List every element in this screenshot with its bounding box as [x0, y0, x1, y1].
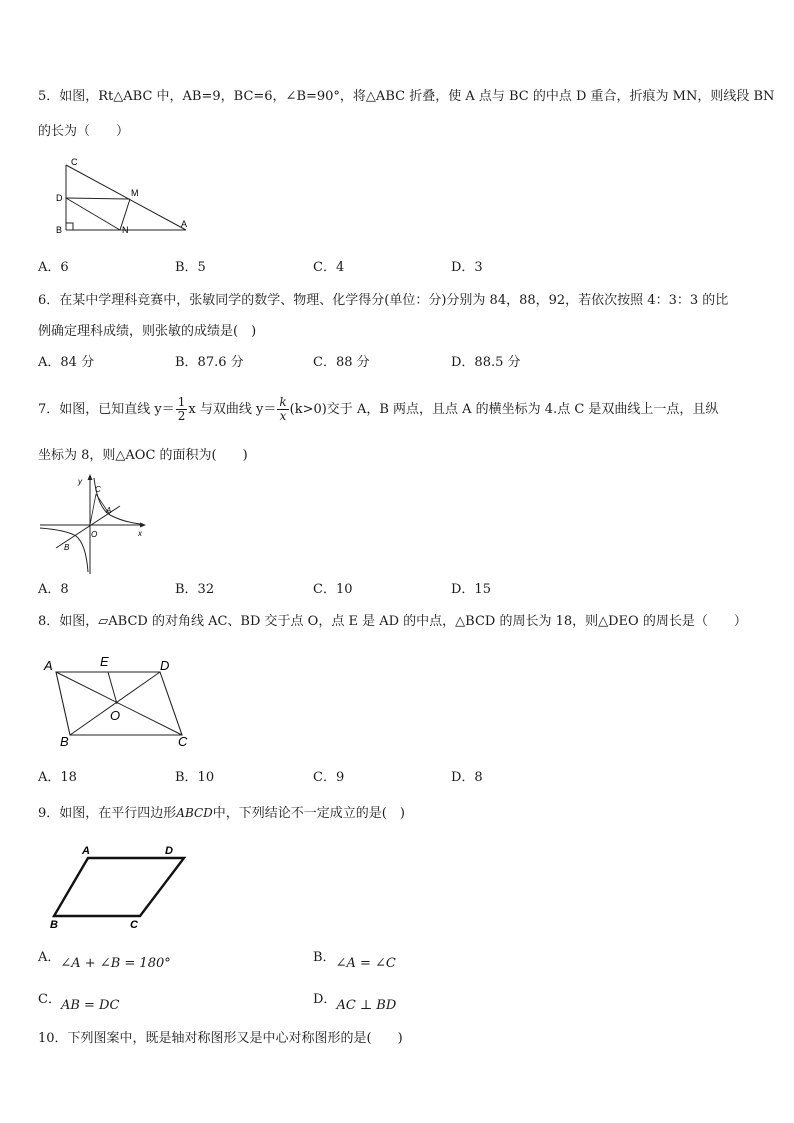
q8-label-o: O: [110, 708, 121, 723]
q5-label-a: A: [181, 219, 188, 229]
q8-diagonal-bd: [70, 672, 160, 735]
q7-stem-part2: x 与双曲线 y＝: [188, 402, 277, 417]
q6-option-b[interactable]: B．87.6 分: [175, 355, 244, 370]
q8-label-c: C: [178, 734, 188, 749]
q7-fraction-half-num: 1: [177, 395, 186, 409]
q7-segment-oc: [90, 494, 96, 525]
q9-figure: [44, 840, 194, 932]
q9-option-c[interactable]: [38, 990, 120, 1013]
q5-stem-line2: 的长为（ ）: [38, 124, 130, 139]
q5-right-angle-mark: [66, 223, 73, 230]
q9-parallelogram: [54, 858, 184, 916]
q7-option-a[interactable]: A．8: [38, 582, 69, 597]
q7-stem-line2: 坐标为 8，则△AOC 的面积为( ): [38, 448, 248, 463]
q9-option-a[interactable]: [38, 948, 171, 971]
q5-label-b: B: [56, 225, 63, 235]
q5-segment-dn: [66, 198, 120, 230]
q7-fraction-half-den: 2: [177, 409, 186, 423]
q7-stem-line1: [38, 392, 718, 428]
q5-figure: [50, 155, 200, 240]
q7-stem-part1: 7．如图，已知直线 y＝: [38, 402, 175, 417]
q9-option-b-math: ∠A = ∠C: [335, 956, 396, 971]
q7-fraction-half: [176, 396, 188, 423]
q7-fraction-k-over-x: [277, 396, 288, 423]
q9-option-d[interactable]: [313, 990, 397, 1013]
q9-label-c: C: [130, 919, 138, 931]
q8-label-b: B: [60, 734, 69, 749]
q6-option-d[interactable]: D．88.5 分: [451, 355, 521, 370]
q7-label-b: B: [64, 543, 70, 552]
q7-stem-part3: (k>0)交于 A，B 两点，且点 A 的横坐标为 4.点 C 是双曲线上一点，且纵: [289, 402, 719, 417]
q8-stem-line1: 8．如图，▱ABCD 的对角线 AC、BD 交于点 O，点 E 是 AD 的中点，△BCD 的周长为 18，则△DEO 的周长是（ ）: [38, 614, 747, 629]
q9-label-b: B: [50, 919, 58, 931]
q9-stem-line1: [38, 803, 405, 824]
q5-stem-line1: 5．如图，Rt△ABC 中，AB=9，BC=6，∠B=90°，将△ABC 折叠，使 A 点与 BC 的中点 D 重合，折痕为 MN，则线段 BN: [38, 89, 775, 104]
q8-option-d[interactable]: D．8: [451, 770, 483, 785]
q7-label-x: x: [138, 529, 142, 538]
q9-stem-abcd: ABCD: [176, 806, 213, 820]
q9-option-d-letter: D．: [313, 992, 337, 1007]
q5-option-b[interactable]: B．5: [175, 260, 206, 275]
q5-segment-ca: [66, 165, 186, 230]
q9-label-a: A: [82, 845, 90, 857]
q7-x-axis-arrow: [140, 523, 146, 528]
q8-option-c[interactable]: C．9: [313, 770, 345, 785]
q5-label-d: D: [56, 193, 63, 203]
q7-label-y: y: [78, 477, 82, 486]
q9-stem-part1: 9．如图，在平行四边形: [38, 806, 177, 821]
q9-option-a-letter: A．: [38, 950, 61, 965]
q7-label-a: A: [106, 506, 112, 515]
q5-segment-dm: [66, 198, 130, 199]
q8-option-b[interactable]: B．10: [175, 770, 215, 785]
q7-fraction-x: x: [279, 409, 287, 423]
q6-option-a[interactable]: A．84 分: [38, 355, 95, 370]
q5-label-c: C: [71, 157, 78, 167]
q9-option-c-letter: C．: [38, 992, 61, 1007]
q9-stem-part3: 中，下列结论不一定成立的是( ): [212, 806, 405, 821]
q7-label-o: O: [91, 530, 98, 539]
q5-label-m: M: [131, 188, 139, 198]
q5-option-d[interactable]: D．3: [451, 260, 483, 275]
q9-label-d: D: [165, 845, 173, 857]
q5-option-a[interactable]: A．6: [38, 260, 69, 275]
q7-fraction-k: k: [279, 395, 287, 409]
q9-option-b[interactable]: [313, 948, 396, 971]
q7-y-axis-arrow: [88, 474, 93, 480]
q7-label-c: C: [95, 485, 101, 494]
q7-option-b[interactable]: B．32: [175, 582, 215, 597]
q7-option-c[interactable]: C．10: [313, 582, 353, 597]
q9-option-a-math: ∠A + ∠B = 180°: [60, 956, 171, 971]
q5-option-c[interactable]: C．4: [313, 260, 345, 275]
q8-label-d: D: [160, 658, 170, 673]
q5-label-n: N: [122, 225, 129, 235]
q9-option-c-math: AB = DC: [60, 998, 120, 1013]
q8-figure: [42, 650, 202, 750]
q8-label-a: A: [44, 658, 53, 673]
q8-option-a[interactable]: A．18: [38, 770, 77, 785]
q7-figure: [36, 470, 148, 576]
q6-option-c[interactable]: C．88 分: [313, 355, 370, 370]
q6-stem-line2: 例确定理科成绩，则张敏的成绩是( ): [38, 324, 257, 339]
q9-option-d-math: AC ⊥ BD: [336, 998, 397, 1013]
q7-option-d[interactable]: D．15: [451, 582, 491, 597]
q10-stem-line1: 10．下列图案中，既是轴对称图形又是中心对称图形的是( ): [38, 1031, 403, 1046]
q9-option-b-letter: B．: [313, 950, 336, 965]
q8-label-e: E: [100, 654, 109, 669]
q6-stem-line1: 6．在某中学理科竞赛中，张敏同学的数学、物理、化学得分(单位：分)分别为 84，88，92，若依次按照 4：3：3 的比: [38, 293, 729, 308]
